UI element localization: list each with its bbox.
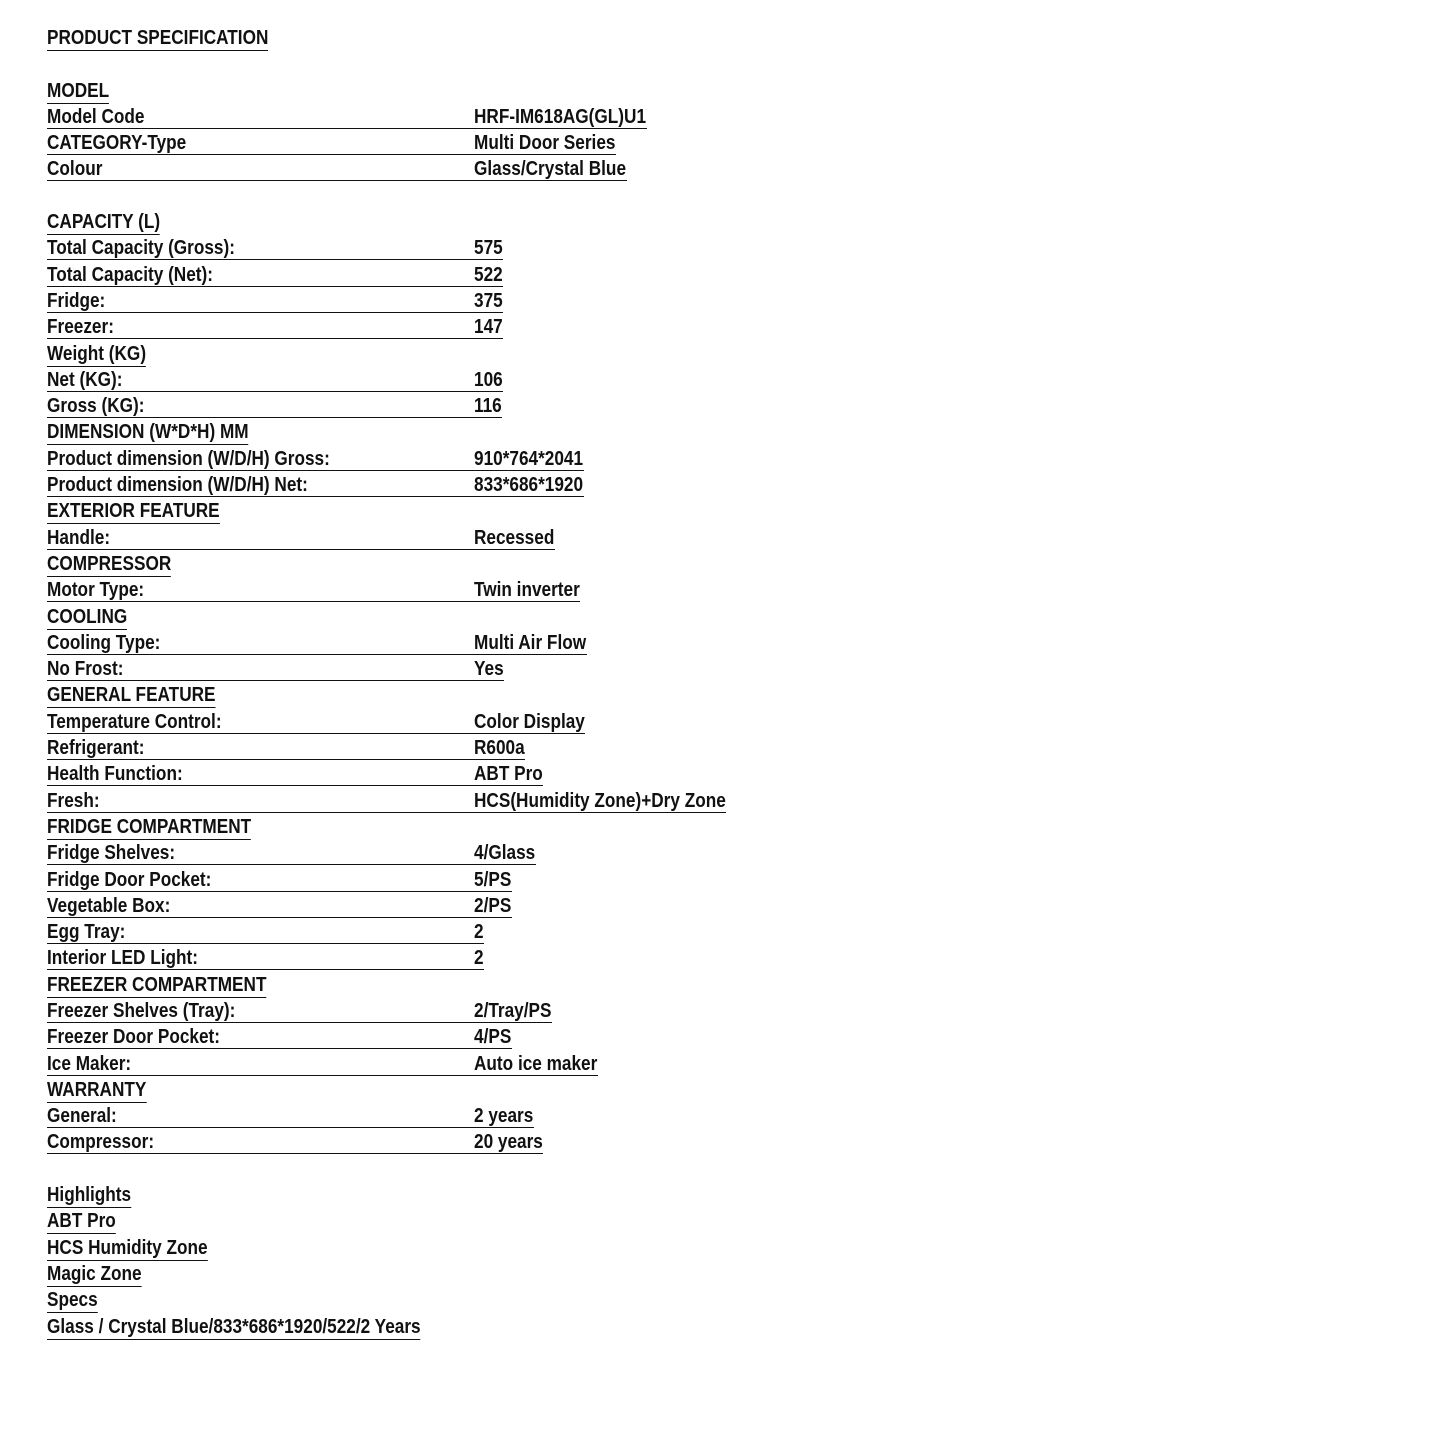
highlight-item: ABT Pro: [47, 1210, 116, 1233]
spec-row-category-type: CATEGORY-Type Multi Door Series: [47, 132, 616, 155]
spec-row-cooling-type: Cooling Type: Multi Air Flow: [47, 631, 587, 654]
section-header-exterior: EXTERIOR FEATURE: [47, 500, 220, 523]
spec-row-no-frost: No Frost: Yes: [47, 658, 504, 681]
spec-row-fresh: Fresh: HCS(Humidity Zone)+Dry Zone: [47, 789, 726, 812]
spec-row-colour: Colour Glass/Crystal Blue: [47, 158, 627, 181]
section-header-weight: Weight (KG): [47, 342, 147, 365]
spec-row-warranty-compressor: Compressor: 20 years: [47, 1131, 543, 1154]
spec-row-net-weight: Net (KG): 106: [47, 368, 503, 391]
highlights-header: Highlights: [47, 1184, 132, 1207]
spacer: [47, 183, 1407, 209]
spec-row-dimension-net: Product dimension (W/D/H) Net: 833*686*1920: [47, 474, 584, 497]
spec-row-refrigerant: Refrigerant: R600a: [47, 737, 525, 760]
spec-row-fridge-shelves: Fridge Shelves: 4/Glass: [47, 842, 536, 865]
specs-header: Specs: [47, 1289, 98, 1312]
spacer: [47, 51, 1407, 77]
section-header-warranty: WARRANTY: [47, 1078, 147, 1101]
highlight-item: HCS Humidity Zone: [47, 1236, 208, 1259]
spec-row-fridge-door-pocket: Fridge Door Pocket: 5/PS: [47, 868, 512, 891]
page-title: PRODUCT SPECIFICATION: [47, 27, 269, 49]
spec-row-warranty-general: General: 2 years: [47, 1105, 534, 1128]
section-header-cooling: COOLING: [47, 605, 128, 628]
spec-row-freezer-shelves: Freezer Shelves (Tray): 2/Tray/PS: [47, 999, 552, 1022]
section-header-general: GENERAL FEATURE: [47, 684, 216, 707]
section-header-fridge: FRIDGE COMPARTMENT: [47, 815, 252, 838]
spec-row-interior-led-light: Interior LED Light: 2: [47, 947, 484, 970]
spec-row-health-function: Health Function: ABT Pro: [47, 763, 543, 786]
section-header-dimension: DIMENSION (W*D*H) MM: [47, 421, 249, 444]
spec-row-egg-tray: Egg Tray: 2: [47, 921, 484, 944]
spec-row-fridge-capacity: Fridge: 375: [47, 289, 503, 312]
spec-sheet: [47, 25, 1407, 1340]
section-header-freezer: FREEZER COMPARTMENT: [47, 973, 267, 996]
spec-row-total-capacity-net: Total Capacity (Net): 522: [47, 263, 503, 286]
spec-row-motor-type: Motor Type: Twin inverter: [47, 579, 580, 602]
section-header-compressor: COMPRESSOR: [47, 552, 172, 575]
spec-row-freezer-door-pocket: Freezer Door Pocket: 4/PS: [47, 1026, 512, 1049]
spec-row-gross-weight: Gross (KG): 116: [47, 395, 502, 418]
section-header-model: MODEL: [47, 79, 110, 102]
spec-row-temperature-control: Temperature Control: Color Display: [47, 710, 585, 733]
spacer: [47, 1156, 1407, 1182]
spec-row-handle: Handle: Recessed: [47, 526, 555, 549]
highlight-item: Magic Zone: [47, 1262, 142, 1285]
spec-row-model-code: Model Code HRF-IM618AG(GL)U1: [47, 105, 647, 128]
specs-summary: Glass / Crystal Blue/833*686*1920/522/2 Years: [47, 1315, 421, 1338]
section-header-capacity: CAPACITY (L): [47, 211, 161, 234]
spec-row-freezer-capacity: Freezer: 147: [47, 316, 503, 339]
spec-row-total-capacity-gross: Total Capacity (Gross): 575: [47, 237, 503, 260]
spec-row-dimension-gross: Product dimension (W/D/H) Gross: 910*764*2041: [47, 447, 584, 470]
spec-row-ice-maker: Ice Maker: Auto ice maker: [47, 1052, 598, 1075]
spec-row-vegetable-box: Vegetable Box: 2/PS: [47, 894, 512, 917]
